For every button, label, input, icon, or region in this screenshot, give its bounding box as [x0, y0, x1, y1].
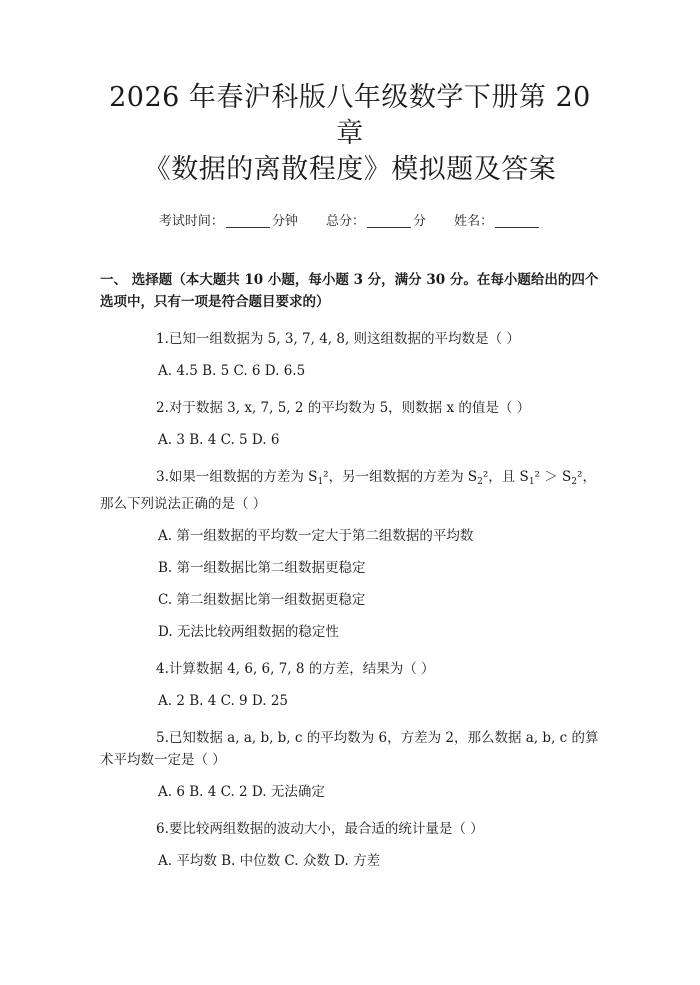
- subscript: 1: [528, 477, 535, 487]
- subscript: 2: [571, 477, 578, 487]
- section-heading: 一、 选择题（本大题共 10 小题，每小题 3 分，满分 30 分。在每小题给出的四个选项中，只有一项是符合题目要求的）: [100, 272, 599, 310]
- question-text: 计算数据 4, 6, 6, 7, 8 的方差，结果为（ ）: [168, 661, 435, 677]
- question-6: [100, 818, 600, 840]
- document-title: [100, 80, 600, 188]
- title-line-2: 《数据的离散程度》模拟题及答案: [143, 154, 557, 185]
- question-number: 3.: [156, 469, 169, 485]
- question-6-options: A. 平均数 B. 中位数 C. 众数 D. 方差: [158, 853, 381, 869]
- exam-meta: [100, 210, 600, 229]
- question-3-option-a: A. 第一组数据的平均数一定大于第二组数据的平均数: [158, 528, 474, 544]
- question-4: [100, 658, 600, 680]
- subscript: 1: [317, 477, 324, 487]
- question-3-option-b: B. 第一组数据比第二组数据更稳定: [158, 560, 366, 576]
- question-text-part: 如果一组数据的方差为 S: [168, 469, 318, 485]
- question-text-part: ² ＞ S: [534, 469, 572, 485]
- question-text: 已知数据 a, a, b, b, c 的平均数为 6，方差为 2，那么数据 a, b, c 的算术平均数一定是（ ）: [100, 730, 599, 768]
- exam-score: [326, 214, 426, 229]
- document-page: [0, 80, 700, 985]
- exam-name: [454, 214, 541, 229]
- question-text: 要比较两组数据的波动大小，最合适的统计量是（ ）: [168, 821, 484, 837]
- question-number: 6.: [156, 821, 169, 837]
- name-label: 姓名：: [454, 214, 494, 229]
- question-5-options: A. 6 B. 4 C. 2 D. 无法确定: [158, 784, 325, 800]
- time-blank: [226, 213, 270, 228]
- question-text-part: ²，那么下列说法正确的是（ ）: [100, 469, 596, 512]
- score-blank: [367, 213, 411, 228]
- question-4-options: A. 2 B. 4 C. 9 D. 25: [158, 693, 289, 709]
- question-number: 1.: [156, 331, 169, 347]
- question-5: [100, 727, 600, 771]
- subscript: 2: [477, 477, 483, 487]
- question-number: 4.: [156, 661, 169, 677]
- question-text: 对于数据 3, x, 7, 5, 2 的平均数为 5，则数据 x 的值是（ ）: [168, 400, 531, 416]
- question-text-part: ²，另一组数据的方差为 S: [323, 469, 478, 485]
- time-label: 考试时间：: [158, 214, 224, 229]
- exam-time: [159, 214, 298, 229]
- question-number: 5.: [156, 730, 169, 746]
- question-3-option-c: C. 第二组数据比第一组数据更稳定: [158, 592, 366, 608]
- question-1-options: A. 4.5 B. 5 C. 6 D. 6.5: [158, 363, 306, 379]
- question-text: 已知一组数据为 5, 3, 7, 4, 8, 则这组数据的平均数是（ ）: [168, 331, 520, 347]
- question-3: [100, 466, 600, 515]
- question-2-options: A. 3 B. 4 C. 5 D. 6: [158, 432, 280, 448]
- question-2: [100, 397, 600, 419]
- question-number: 2.: [156, 400, 169, 416]
- question-1: [100, 328, 600, 350]
- name-blank: [495, 213, 539, 228]
- score-label: 总分：: [325, 214, 365, 229]
- question-3-option-d: D. 无法比较两组数据的稳定性: [158, 624, 339, 640]
- question-text-part: ²，且 S: [482, 469, 529, 485]
- title-line-1: 2026 年春沪科版八年级数学下册第 20 章: [109, 82, 591, 149]
- score-unit: 分: [413, 214, 427, 229]
- time-unit: 分钟: [271, 214, 298, 229]
